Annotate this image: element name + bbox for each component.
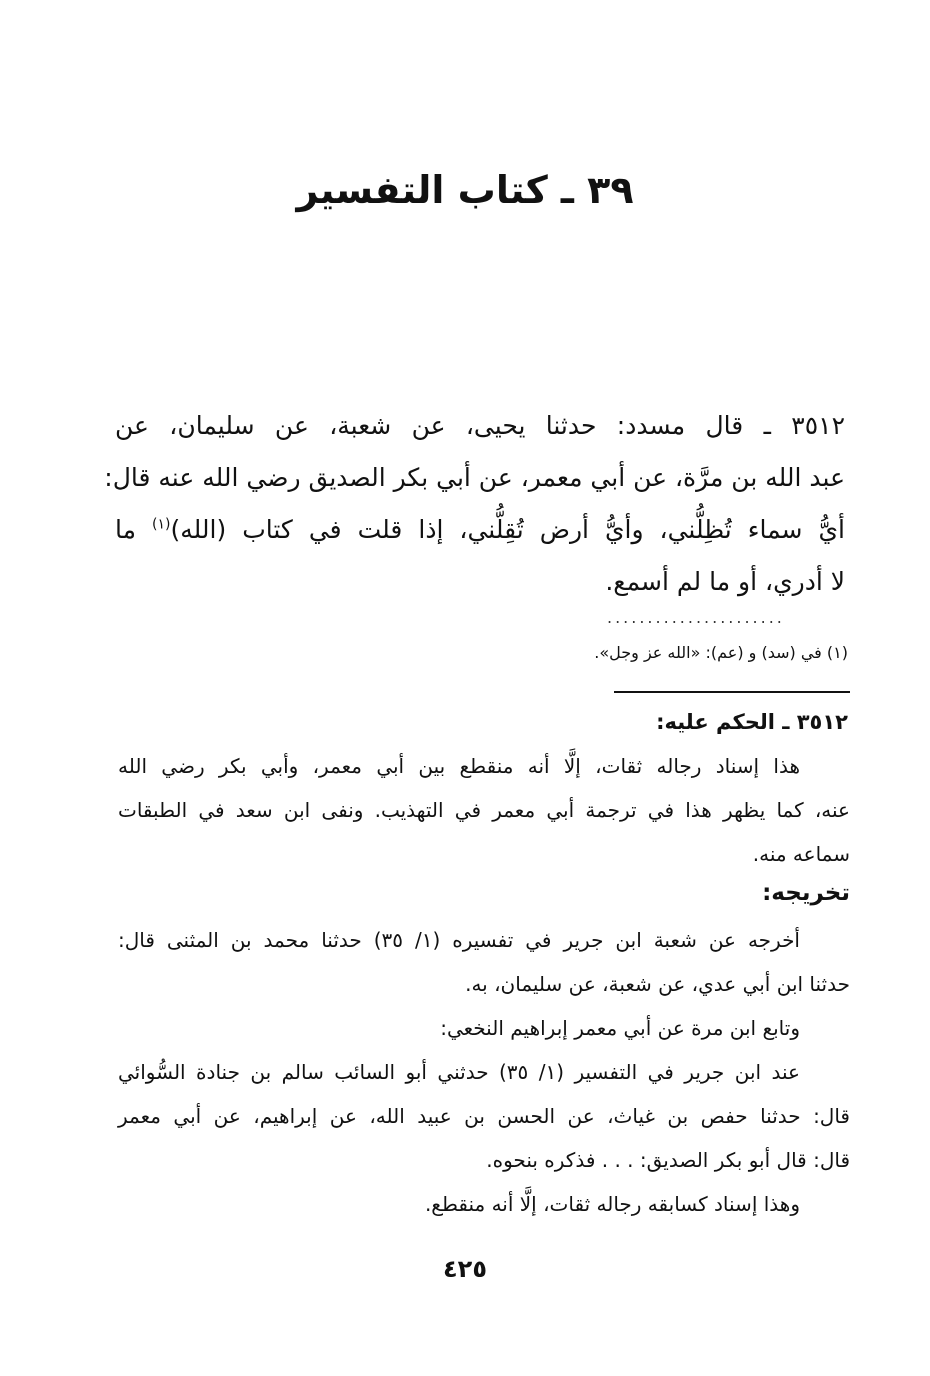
takhrij-line-3: وتابع ابن مرة عن أبي معمر إبراهيم النخعي: [440,1016,800,1040]
hadith-line-3 [115,504,845,556]
takhrij-heading: تخريجه: [762,880,850,906]
footnote-marker: (١) [152,516,171,533]
ruling-line-3: سماعه منه. [752,842,850,866]
chapter-title: ٣٩ ـ كتاب التفسير [296,168,634,212]
hadith-line-3-text: أيُّ سماء تُظِلُّني، وأيُّ أرض تُقِلُّني، إذا قلت في كتاب (الله) [170,515,845,544]
takhrij-line-6: قال: قال أبو بكر الصديق: . . . فذكره بنحوه. [486,1148,850,1172]
takhrij-line-5: قال: حدثنا حفص بن غياث، عن الحسن بن عبيد الله، عن إبراهيم، عن أبي معمر [118,1104,850,1128]
page-number: ٤٢٥ [443,1255,487,1283]
ruling-line-1: هذا إسناد رجاله ثقات، إلَّا أنه منقطع بين أبي معمر، وأبي بكر رضي الله [118,754,800,778]
section-divider [614,691,850,693]
ruling-heading: ٣٥١٢ ـ الحكم عليه: [656,710,848,734]
hadith-line-4: لا أدري، أو ما لم أسمع. [605,567,845,596]
hadith-line-3-tail: ما [115,515,153,544]
footnote-separator-dots: ...................... [607,608,785,627]
ruling-text [118,744,850,876]
takhrij-text [118,918,850,1226]
takhrij-line-1: أخرجه عن شعبة ابن جرير في تفسيره (١/ ٣٥) حدثنا محمد بن المثنى قال: [118,928,800,952]
hadith-line-2: عبد الله بن مرَّة، عن أبي معمر، عن أبي بكر الصديق رضي الله عنه قال: [104,463,845,492]
hadith-line-1: ٣٥١٢ ـ قال مسدد: حدثنا يحيى، عن شعبة، عن سليمان، عن [115,411,845,440]
takhrij-line-4: عند ابن جرير في التفسير (١/ ٣٥) حدثني أبو السائب سالم بن جنادة السُّوائي [118,1060,800,1084]
footnote: (١) في (سد) و (عم): «الله عز وجل». [594,643,848,662]
takhrij-line-2: حدثنا ابن أبي عدي، عن شعبة، عن سليمان، به. [465,972,850,996]
takhrij-line-7: وهذا إسناد كسابقه رجاله ثقات، إلَّا أنه منقطع. [424,1192,800,1216]
ruling-line-2: عنه، كما يظهر هذا في ترجمة أبي معمر في التهذيب. ونفى ابن سعد في الطبقات [118,798,850,822]
hadith-text [104,400,845,608]
